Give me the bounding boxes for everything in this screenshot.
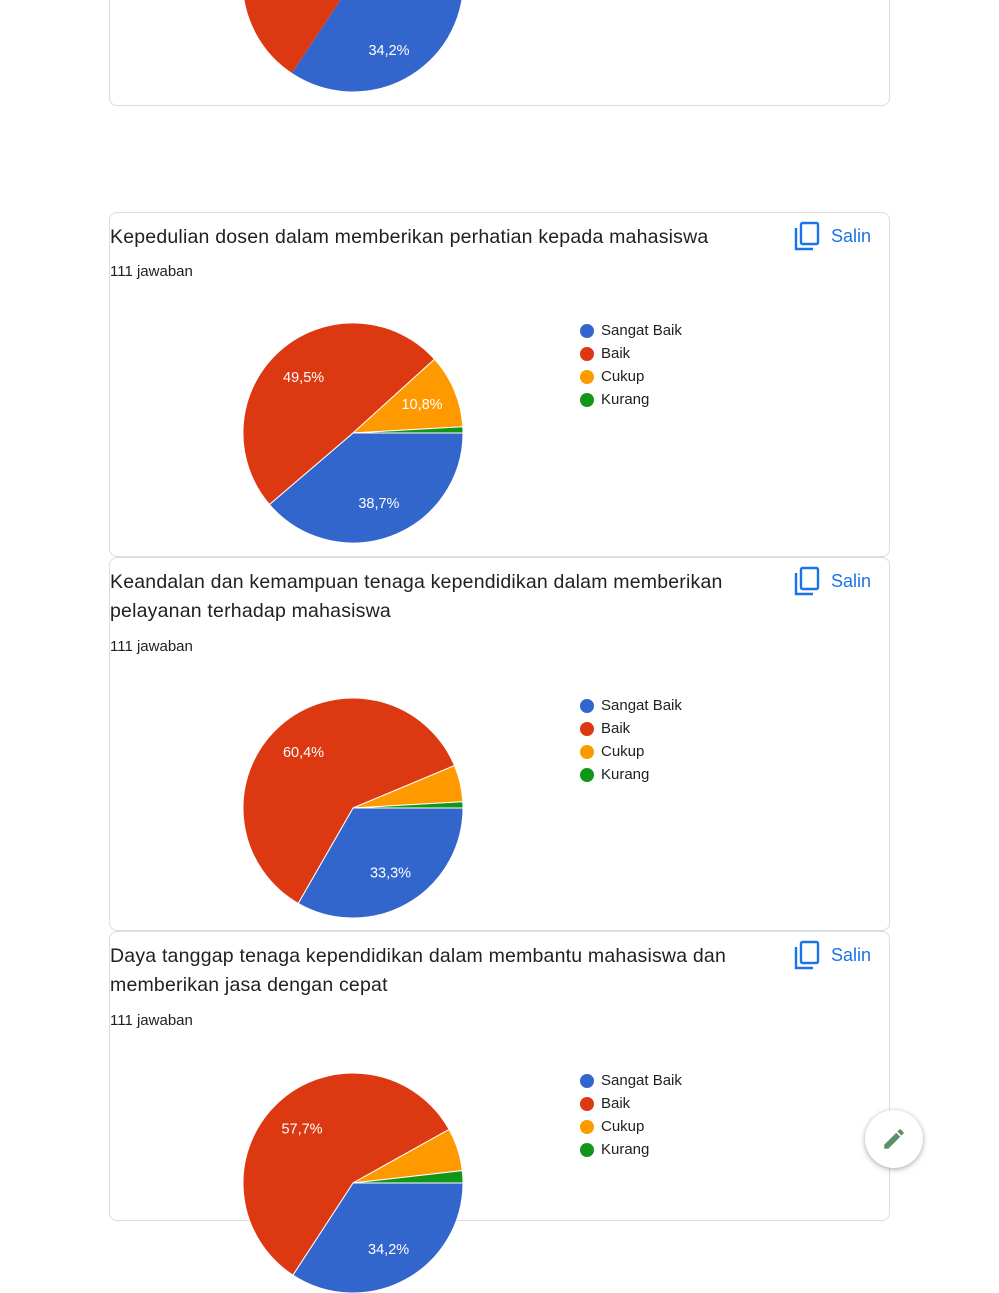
legend-dot — [580, 768, 594, 782]
response-count: 111 jawaban — [110, 1012, 193, 1029]
legend-item-sangat-baik: Sangat Baik — [580, 1069, 682, 1092]
legend-dot — [580, 745, 594, 759]
copy-button[interactable] — [793, 221, 871, 251]
legend-item-cukup: Cukup — [580, 740, 682, 763]
legend-dot — [580, 722, 594, 736]
legend-dot — [580, 1143, 594, 1157]
chart-legend — [580, 694, 682, 786]
legend-dot — [580, 1120, 594, 1134]
legend-item-sangat-baik: Sangat Baik — [580, 694, 682, 717]
chart-legend — [580, 1069, 682, 1161]
response-count: 111 jawaban — [110, 638, 193, 655]
pie-label-sangat-baik: 34,2% — [368, 43, 410, 59]
edit-button[interactable] — [865, 1110, 923, 1168]
copy-icon — [793, 221, 821, 251]
legend-dot — [580, 1097, 594, 1111]
question-title: Kepedulian dosen dalam memberikan perhatian kepada mahasiswa — [110, 226, 709, 248]
pie-label-cukup: 10,8% — [401, 397, 443, 414]
legend-item-baik: Baik — [580, 342, 682, 365]
legend-item-kurang: Kurang — [580, 388, 682, 411]
legend-item-kurang: Kurang — [580, 763, 682, 786]
question-card-kepedulian — [109, 212, 890, 557]
pie-chart — [243, 698, 463, 918]
copy-button[interactable] — [793, 566, 871, 596]
pie-label-sangat-baik: 38,7% — [358, 496, 400, 513]
legend-item-baik: Baik — [580, 717, 682, 740]
legend-item-kurang: Kurang — [580, 1138, 682, 1161]
copy-label: Salin — [830, 944, 871, 965]
pie-label-baik: 57,7% — [281, 1121, 323, 1138]
legend-dot — [580, 1074, 594, 1088]
copy-button[interactable] — [793, 940, 871, 970]
copy-label: Salin — [830, 570, 871, 591]
legend-item-cukup: Cukup — [580, 1115, 682, 1138]
legend-dot — [580, 324, 594, 338]
pie-label-baik: 49,5% — [283, 369, 325, 386]
pie-chart-previous — [243, 0, 463, 91]
legend-dot — [580, 347, 594, 361]
legend-item-sangat-baik: Sangat Baik — [580, 319, 682, 342]
question-card-previous — [109, 0, 890, 106]
question-card-daya-tanggap — [109, 931, 890, 1258]
legend-item-cukup: Cukup — [580, 365, 682, 388]
legend-item-baik: Baik — [580, 1092, 682, 1115]
legend-dot — [580, 370, 594, 384]
response-count: 111 jawaban — [110, 263, 193, 280]
copy-icon — [793, 566, 821, 596]
pencil-icon — [881, 1126, 907, 1152]
copy-label: Salin — [830, 225, 871, 246]
pie-chart — [243, 1073, 463, 1293]
pie-label-sangat-baik: 33,3% — [369, 865, 412, 882]
chart-legend — [580, 319, 682, 411]
legend-dot — [580, 393, 594, 407]
pie-label-sangat-baik: 34,2% — [368, 1241, 410, 1258]
question-card-keandalan — [109, 557, 890, 931]
copy-icon — [793, 940, 821, 970]
legend-dot — [580, 699, 594, 713]
question-title: Keandalan dan kemampuan tenaga kependidikan dalam memberikan pelayanan terhadap mahasiswa — [110, 571, 723, 622]
pie-label-baik: 60,4% — [282, 744, 325, 761]
question-title: Daya tanggap tenaga kependidikan dalam membantu mahasiswa dan memberikan jasa dengan cepat — [110, 945, 727, 996]
pie-chart — [243, 323, 463, 543]
